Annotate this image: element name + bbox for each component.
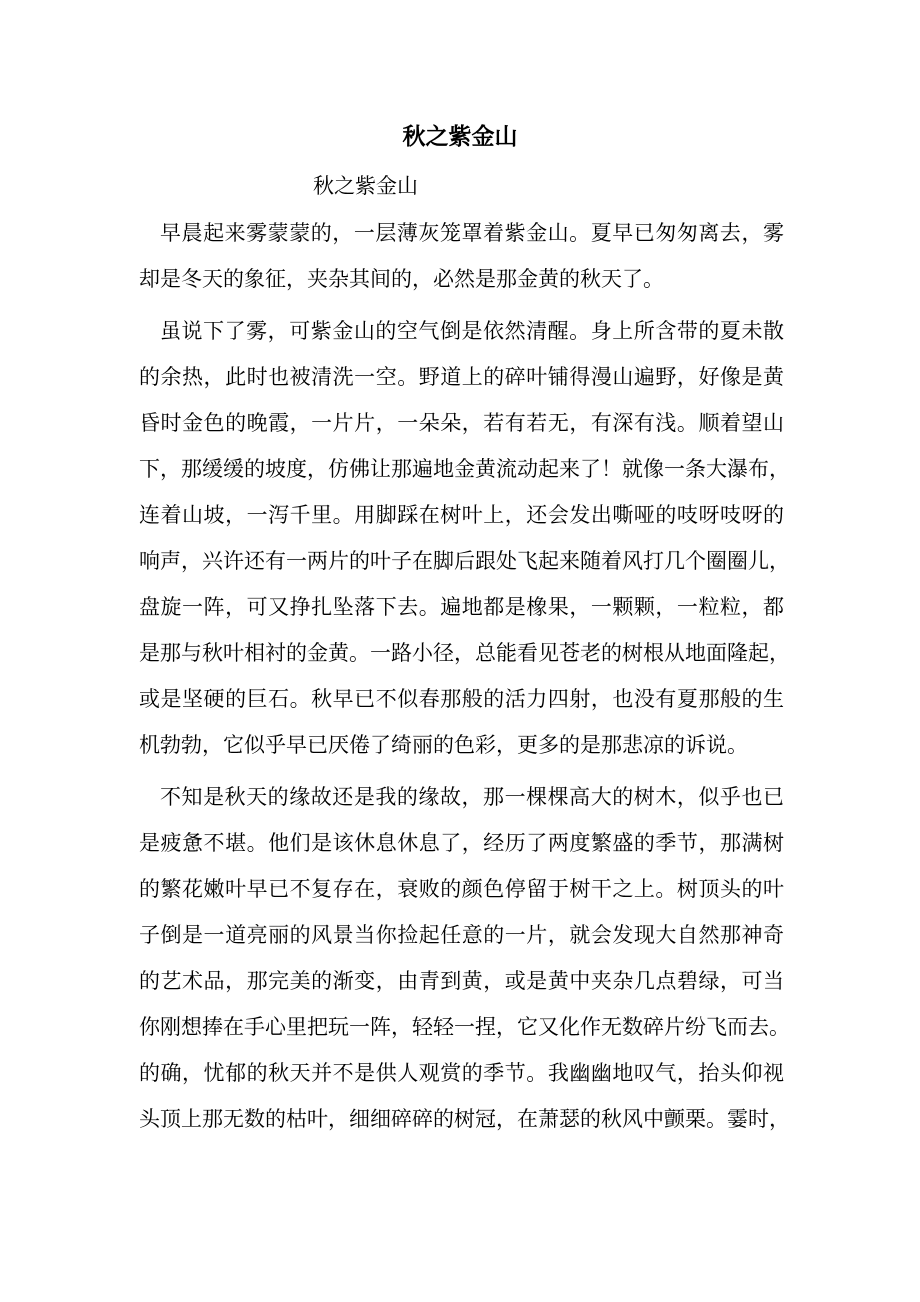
text-line: 子倒是一道亮丽的风景当你捡起任意的一片，就会发现大自然那神奇	[139, 923, 784, 947]
paragraph-2	[139, 308, 790, 768]
text-line: 你刚想捧在手心里把玩一阵，轻轻一捏，它又化作无数碎片纷飞而去。	[139, 1015, 790, 1039]
text-line: 下，那缓缓的坡度，仿佛让那遍地金黄流动起来了！就像一条大瀑布，	[139, 457, 790, 481]
text-line: 是疲惫不堪。他们是该休息休息了，经历了两度繁盛的季节，那满树	[139, 831, 784, 855]
text-line: 的繁花嫩叶早已不复存在，衰败的颜色停留于树干之上。树顶头的叶	[139, 877, 784, 901]
text-line: 响声，兴许还有一两片的叶子在脚后跟处飞起来随着风打几个圈圈儿，	[139, 549, 790, 573]
article-body	[139, 210, 790, 1148]
text-line: 是那与秋叶相衬的金黄。一路小径，总能看见苍老的树根从地面隆起，	[139, 641, 790, 665]
text-line: 的余热，此时也被清洗一空。野道上的碎叶铺得漫山遍野，好像是黄	[139, 365, 784, 389]
text-line: 昏时金色的晚霞，一片片，一朵朵，若有若无，有深有浅。顺着望山	[139, 411, 784, 435]
text-line: 却是冬天的象征，夹杂其间的，必然是那金黄的秋天了。	[139, 267, 664, 291]
text-line: 的艺术品，那完美的渐变，由青到黄，或是黄中夹杂几点碧绿，可当	[139, 969, 784, 993]
text-line: 头顶上那无数的枯叶，细细碎碎的树冠，在萧瑟的秋风中颤栗。霎时，	[139, 1107, 790, 1131]
paragraph-1	[139, 210, 784, 302]
text-line: 盘旋一阵，可又挣扎坠落下去。遍地都是橡果，一颗颗，一粒粒，都	[139, 595, 784, 619]
text-line: 早晨起来雾蒙蒙的，一层薄灰笼罩着紫金山。夏早已匆匆离去，雾	[160, 221, 784, 245]
paragraph-3	[139, 774, 790, 1142]
text-line: 连着山坡，一泻千里。用脚踩在树叶上，还会发出嘶哑的吱呀吱呀的	[139, 503, 784, 527]
page-subtitle: 秋之紫金山	[313, 174, 418, 198]
text-line: 的确，忧郁的秋天并不是供人观赏的季节。我幽幽地叹气，抬头仰视	[139, 1061, 784, 1085]
text-line: 机勃勃，它似乎早已厌倦了绮丽的色彩，更多的是那悲凉的诉说。	[139, 733, 748, 757]
text-line: 或是坚硬的巨石。秋早已不似春那般的活力四射，也没有夏那般的生	[139, 687, 784, 711]
page-title: 秋之紫金山	[402, 123, 518, 150]
text-line: 虽说下了雾，可紫金山的空气倒是依然清醒。身上所含带的夏未散	[160, 319, 784, 343]
text-line: 不知是秋天的缘故还是我的缘故，那一棵棵高大的树木，似乎也已	[160, 785, 784, 809]
